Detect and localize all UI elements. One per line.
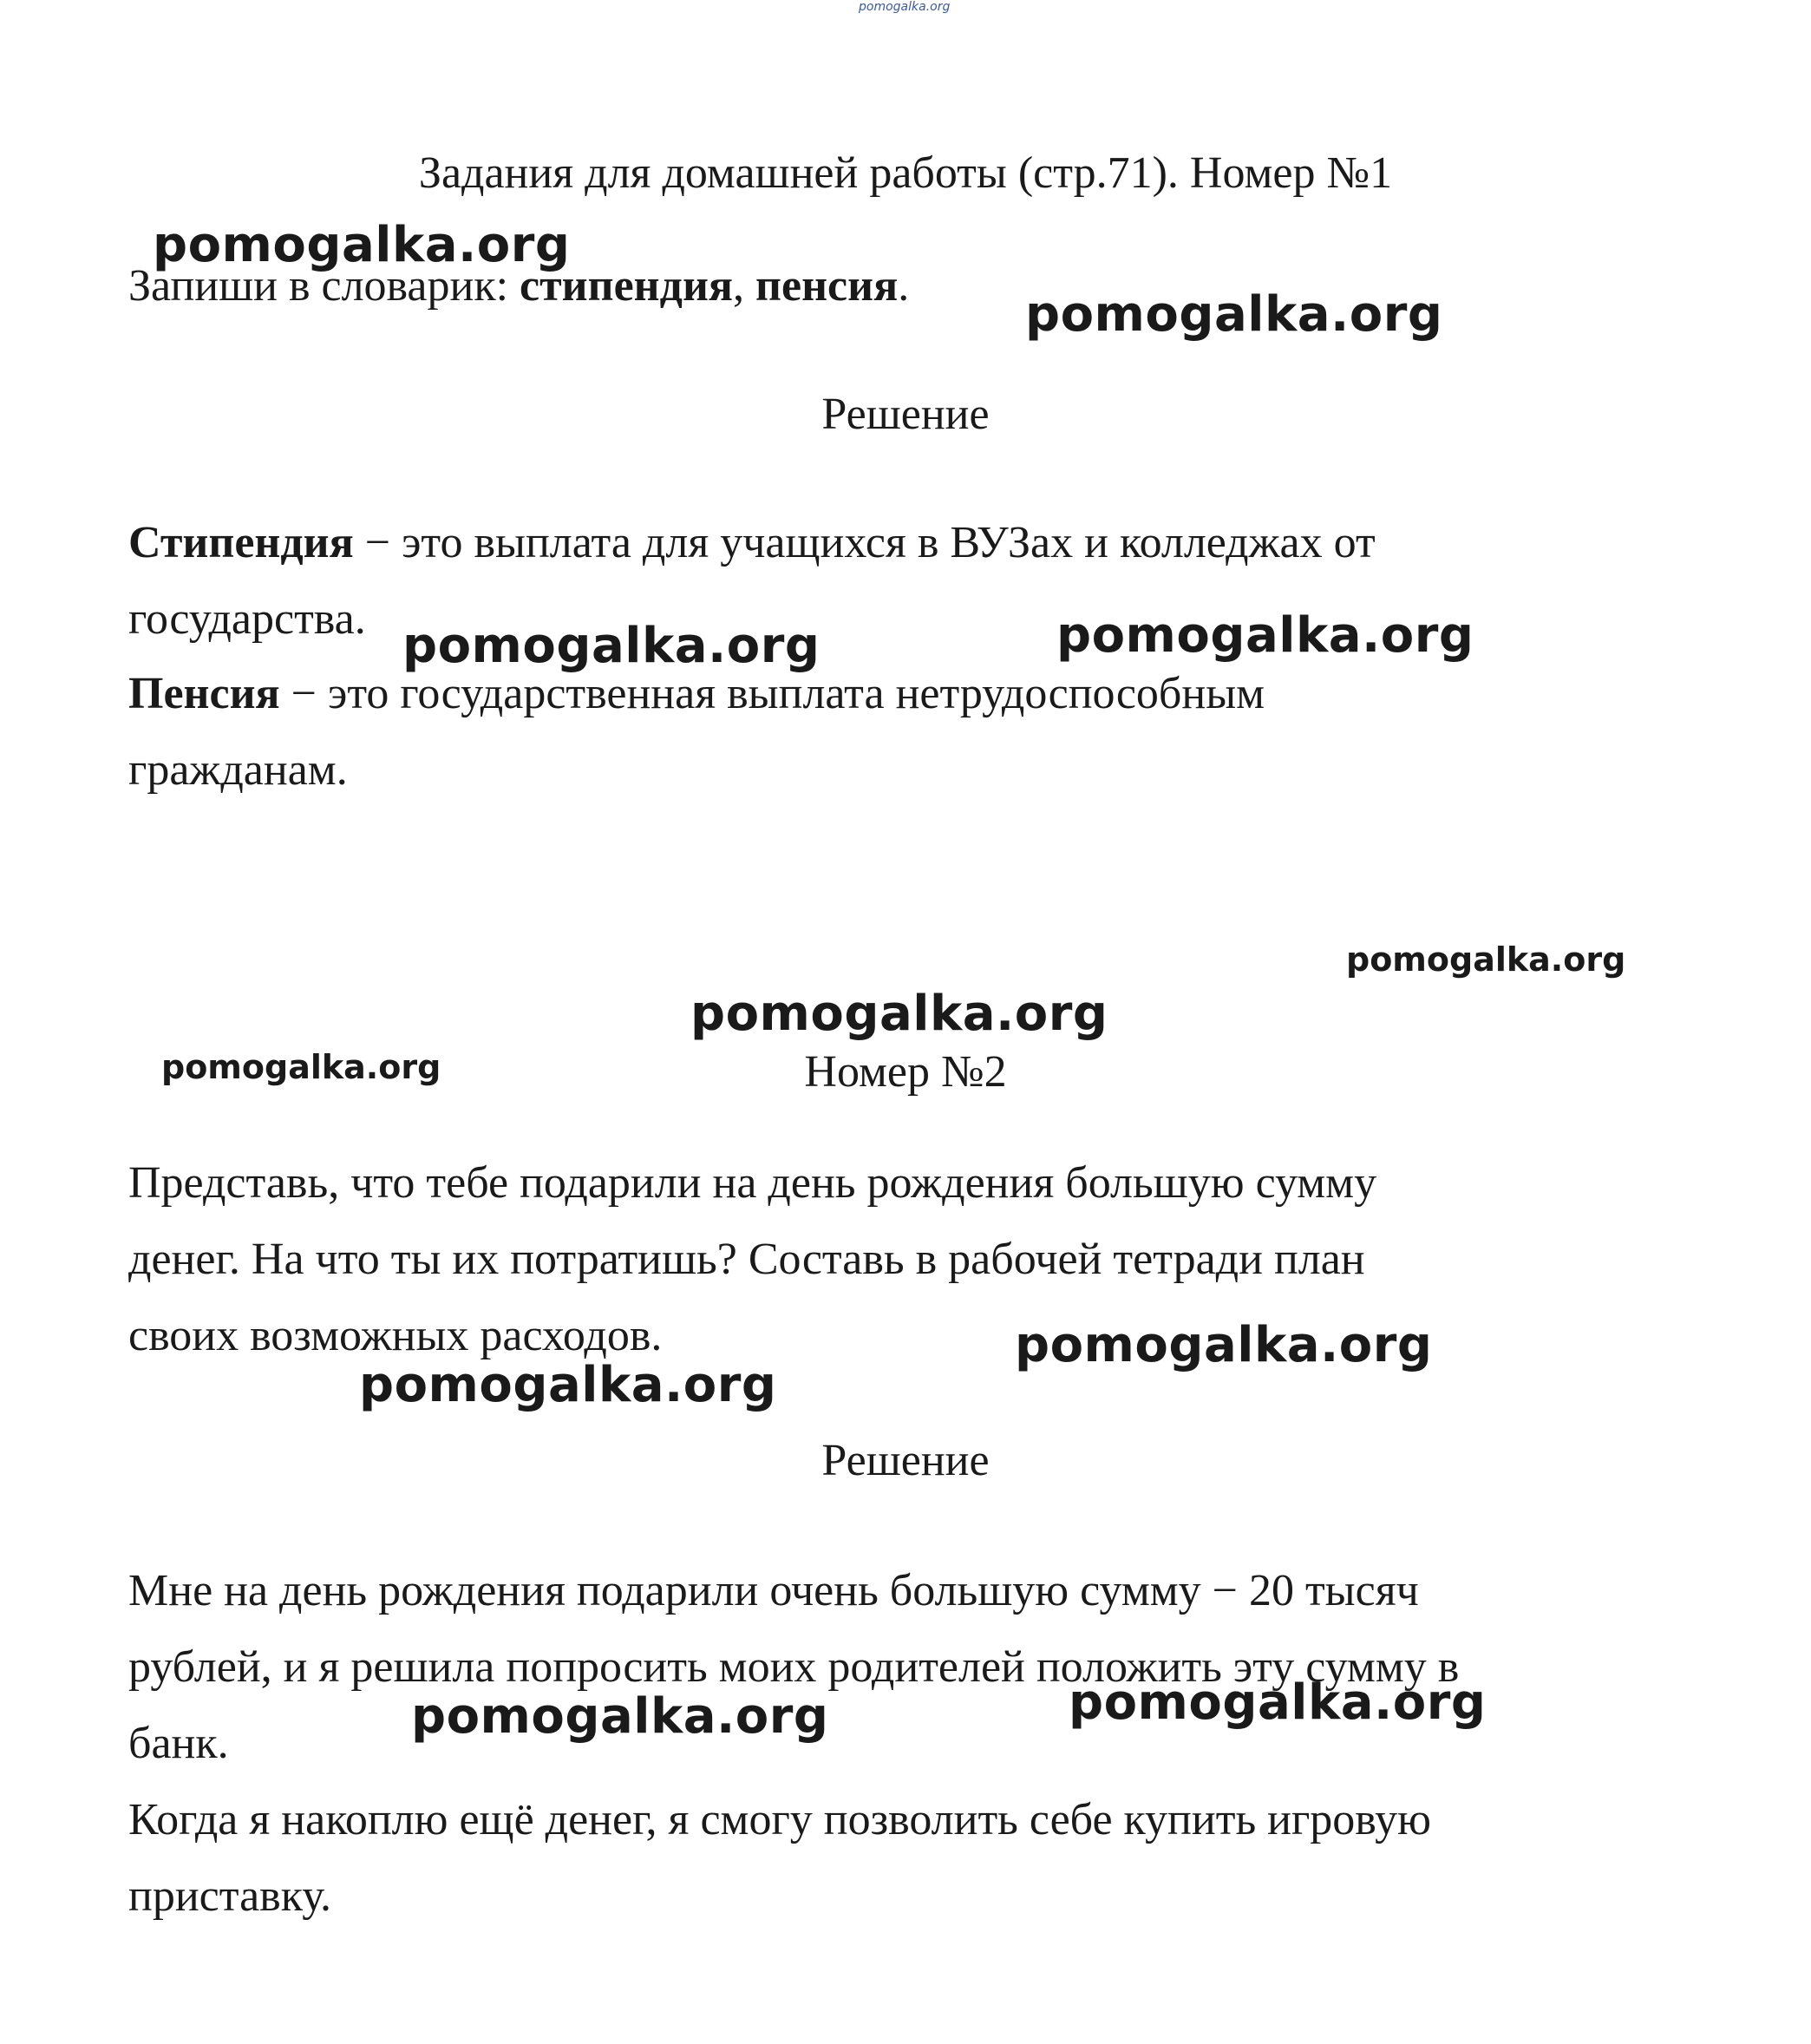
definition-pension-line1 [128, 656, 1265, 732]
top-watermark: pomogalka.org [859, 0, 951, 14]
solution-heading: Решение [821, 390, 990, 439]
prompt-comma: , [733, 261, 756, 311]
prompt-prefix: Запиши в словарик: [128, 261, 520, 311]
definition-pension-line2: гражданам. [128, 745, 348, 795]
answer-line: банк. [128, 1719, 229, 1768]
term-pension: пенсия [755, 261, 899, 311]
task2-prompt-line: Представь, что тебе подарили на день рождения большую сумму [128, 1158, 1377, 1208]
definition-stipend-line2: государства. [128, 594, 366, 644]
watermark: pomogalka.org [153, 217, 571, 273]
watermark: pomogalka.org [1025, 286, 1443, 343]
watermark: pomogalka.org [402, 618, 821, 674]
answer-line: приставку. [128, 1871, 332, 1921]
solution-heading: Решение [821, 1436, 990, 1485]
watermark: pomogalka.org [161, 1048, 441, 1086]
definition-stipend-line1 [128, 505, 1376, 581]
watermark: pomogalka.org [359, 1357, 777, 1413]
watermark: pomogalka.org [411, 1688, 829, 1745]
answer-line: Мне на день рождения подарили очень большую сумму − 20 тысяч [128, 1566, 1419, 1615]
answer-line: Когда я накоплю ещё денег, я смогу позволить себе купить игровую [128, 1795, 1431, 1844]
task1-prompt [128, 248, 909, 324]
watermark: pomogalka.org [1015, 1317, 1433, 1373]
answer-line: рублей, и я решила попросить моих родителей положить эту сумму в [128, 1642, 1460, 1692]
def-text: − это выплата для учащихся в ВУЗах и колледжах от [353, 518, 1376, 567]
term-stipend: стипендия [520, 261, 734, 311]
watermark: pomogalka.org [690, 986, 1108, 1042]
task2-prompt-line: своих возможных расходов. [128, 1311, 663, 1360]
prompt-period: . [898, 261, 910, 311]
def-text: − это государственная выплата нетрудоспособным [279, 669, 1265, 718]
task2-title: Номер №2 [804, 1047, 1007, 1097]
watermark: pomogalka.org [1056, 607, 1474, 664]
task1-title: Задания для домашней работы (стр.71). Номер №1 [418, 148, 1393, 198]
watermark: pomogalka.org [1346, 940, 1626, 979]
task2-prompt-line: денег. На что ты их потратишь? Составь в рабочей тетради план [128, 1235, 1365, 1284]
watermark: pomogalka.org [1069, 1674, 1487, 1731]
def-term-stipend: Стипендия [128, 518, 354, 567]
def-term-pension: Пенсия [128, 669, 280, 718]
